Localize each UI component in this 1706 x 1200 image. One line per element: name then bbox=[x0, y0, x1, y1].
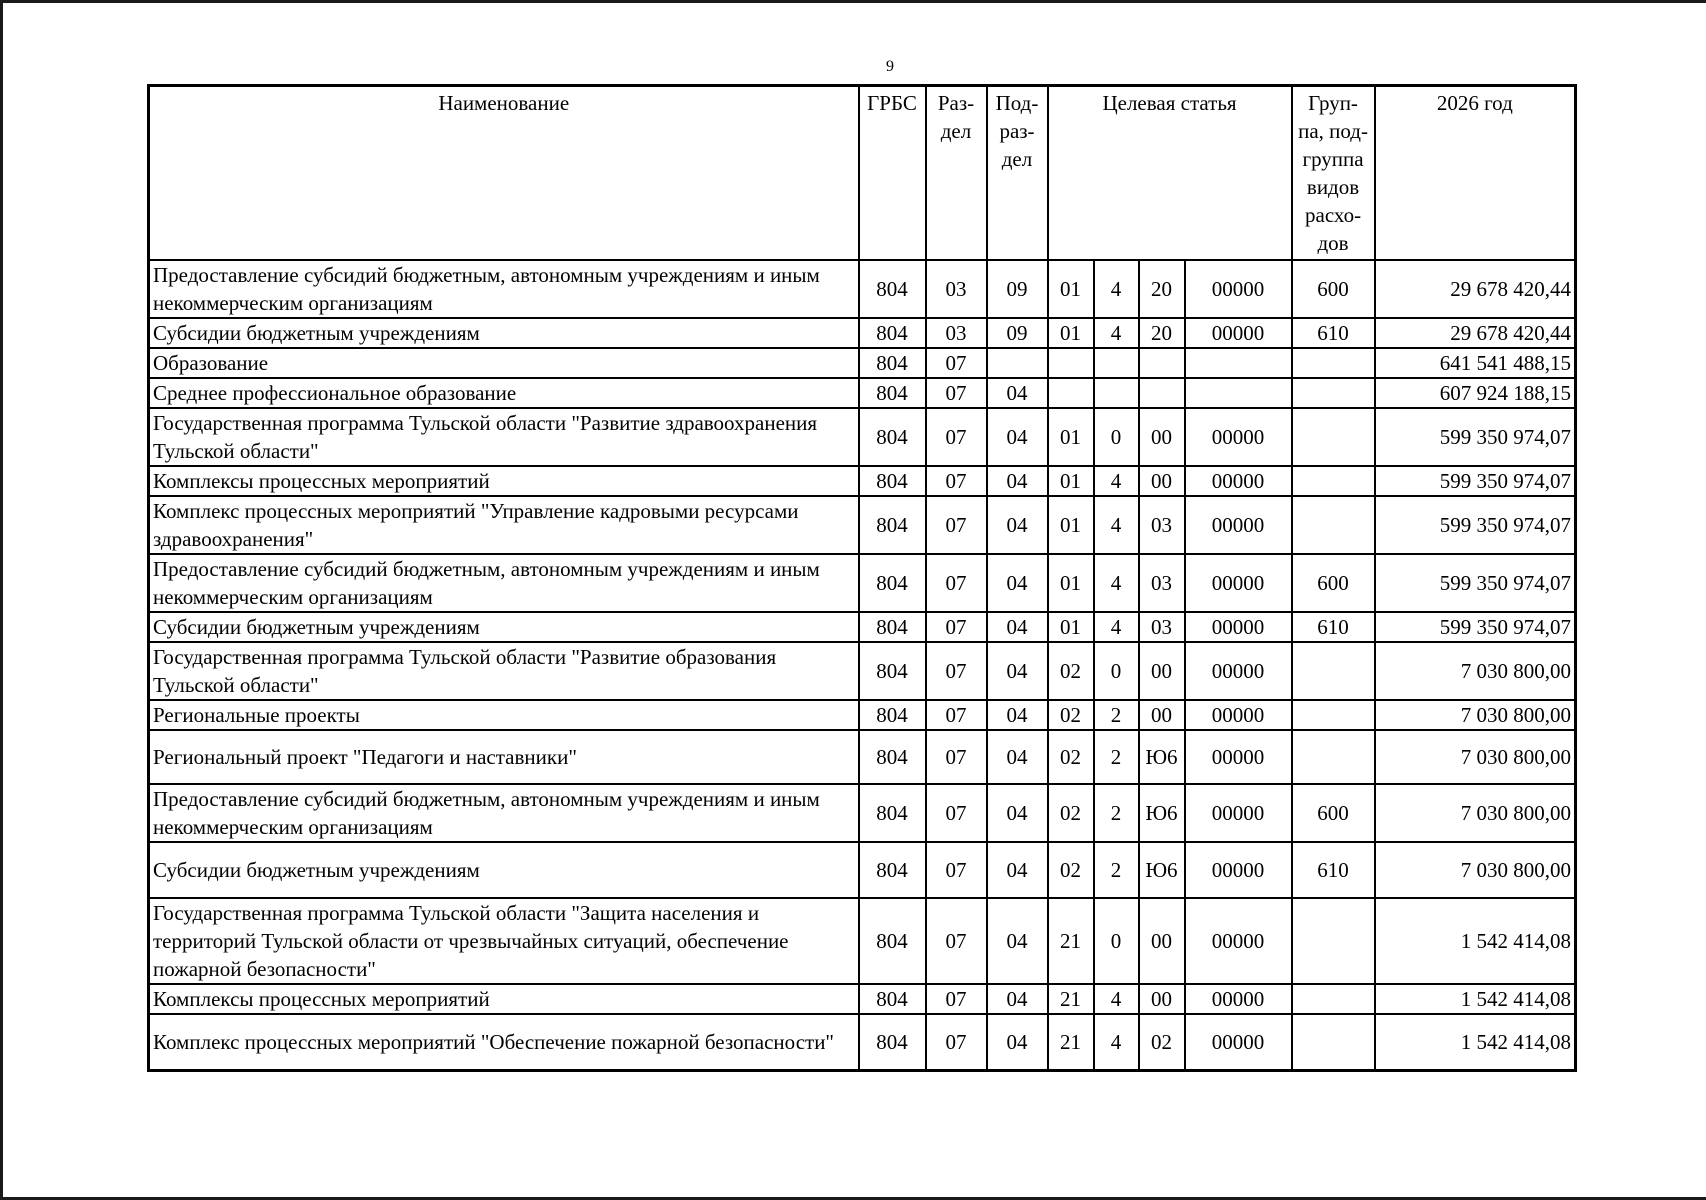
row-group bbox=[1292, 496, 1375, 554]
row-target-subtype: 02 bbox=[1139, 1014, 1185, 1070]
header-razdel-line: Раз- bbox=[937, 91, 975, 115]
row-target-type: 4 bbox=[1094, 260, 1139, 318]
row-target-direction: 00000 bbox=[1185, 408, 1292, 466]
row-target-program: 01 bbox=[1048, 318, 1094, 348]
row-amount: 7 030 800,00 bbox=[1375, 642, 1576, 700]
row-target-type: 4 bbox=[1094, 1014, 1139, 1070]
row-podrazdel: 04 bbox=[987, 730, 1048, 784]
row-grbs: 804 bbox=[859, 496, 926, 554]
row-target-subtype: 00 bbox=[1139, 466, 1185, 496]
row-amount: 641 541 488,15 bbox=[1375, 348, 1576, 378]
row-target-program: 21 bbox=[1048, 1014, 1094, 1070]
table-row bbox=[149, 642, 1576, 700]
row-target-subtype bbox=[1139, 348, 1185, 378]
row-podrazdel: 04 bbox=[987, 984, 1048, 1014]
header-group bbox=[1292, 86, 1375, 261]
table-row bbox=[149, 466, 1576, 496]
row-target-direction: 00000 bbox=[1185, 466, 1292, 496]
row-grbs: 804 bbox=[859, 348, 926, 378]
table-row bbox=[149, 842, 1576, 898]
row-target-type bbox=[1094, 378, 1139, 408]
row-target-program bbox=[1048, 348, 1094, 378]
row-target-program: 01 bbox=[1048, 408, 1094, 466]
row-target-type: 4 bbox=[1094, 496, 1139, 554]
row-grbs: 804 bbox=[859, 898, 926, 984]
row-group bbox=[1292, 730, 1375, 784]
row-target-subtype: Ю6 bbox=[1139, 784, 1185, 842]
row-group bbox=[1292, 642, 1375, 700]
row-name: Образование bbox=[149, 348, 859, 378]
row-name: Субсидии бюджетным учреждениям bbox=[149, 318, 859, 348]
row-razdel: 07 bbox=[926, 496, 987, 554]
row-group: 610 bbox=[1292, 612, 1375, 642]
row-amount: 7 030 800,00 bbox=[1375, 730, 1576, 784]
row-target-type: 4 bbox=[1094, 318, 1139, 348]
row-group: 600 bbox=[1292, 784, 1375, 842]
row-amount: 7 030 800,00 bbox=[1375, 700, 1576, 730]
row-target-subtype: 03 bbox=[1139, 612, 1185, 642]
row-target-direction: 00000 bbox=[1185, 842, 1292, 898]
row-target-direction: 00000 bbox=[1185, 554, 1292, 612]
row-group: 610 bbox=[1292, 842, 1375, 898]
row-amount: 7 030 800,00 bbox=[1375, 784, 1576, 842]
row-group: 600 bbox=[1292, 260, 1375, 318]
table-row bbox=[149, 496, 1576, 554]
row-amount: 599 350 974,07 bbox=[1375, 408, 1576, 466]
row-podrazdel: 04 bbox=[987, 612, 1048, 642]
row-target-direction bbox=[1185, 348, 1292, 378]
header-razdel bbox=[926, 86, 987, 261]
row-target-direction bbox=[1185, 378, 1292, 408]
row-target-subtype: 00 bbox=[1139, 408, 1185, 466]
row-name: Субсидии бюджетным учреждениям bbox=[149, 612, 859, 642]
header-podrazdel bbox=[987, 86, 1048, 261]
row-amount: 29 678 420,44 bbox=[1375, 318, 1576, 348]
row-target-subtype: 03 bbox=[1139, 496, 1185, 554]
row-amount: 1 542 414,08 bbox=[1375, 984, 1576, 1014]
row-grbs: 804 bbox=[859, 260, 926, 318]
row-podrazdel: 04 bbox=[987, 496, 1048, 554]
row-target-direction: 00000 bbox=[1185, 496, 1292, 554]
row-amount: 599 350 974,07 bbox=[1375, 496, 1576, 554]
table-row bbox=[149, 784, 1576, 842]
header-group-line: группа bbox=[1302, 147, 1364, 171]
row-podrazdel: 09 bbox=[987, 318, 1048, 348]
row-razdel: 07 bbox=[926, 612, 987, 642]
row-razdel: 07 bbox=[926, 842, 987, 898]
row-target-program: 21 bbox=[1048, 898, 1094, 984]
row-name: Комплекс процессных мероприятий "Обеспечение пожарной безопасности" bbox=[149, 1014, 859, 1070]
page-number: 9 bbox=[886, 58, 894, 75]
row-razdel: 07 bbox=[926, 784, 987, 842]
row-name: Предоставление субсидий бюджетным, автономным учреждениям и иным некоммерческим организациям bbox=[149, 784, 859, 842]
row-name: Региональные проекты bbox=[149, 700, 859, 730]
table-row bbox=[149, 898, 1576, 984]
header-name: Наименование bbox=[149, 86, 859, 261]
row-name: Региональный проект "Педагоги и наставники" bbox=[149, 730, 859, 784]
row-name: Комплексы процессных мероприятий bbox=[149, 466, 859, 496]
page-edge-top bbox=[0, 0, 1706, 3]
header-target: Целевая статья bbox=[1048, 86, 1292, 261]
row-amount: 7 030 800,00 bbox=[1375, 842, 1576, 898]
row-target-subtype: 20 bbox=[1139, 260, 1185, 318]
table-row bbox=[149, 700, 1576, 730]
row-razdel: 07 bbox=[926, 1014, 987, 1070]
row-amount: 599 350 974,07 bbox=[1375, 612, 1576, 642]
row-podrazdel: 04 bbox=[987, 642, 1048, 700]
row-grbs: 804 bbox=[859, 730, 926, 784]
row-target-type: 2 bbox=[1094, 842, 1139, 898]
budget-table bbox=[147, 84, 1577, 1072]
row-razdel: 03 bbox=[926, 318, 987, 348]
row-group bbox=[1292, 898, 1375, 984]
table-row bbox=[149, 1014, 1576, 1070]
row-grbs: 804 bbox=[859, 1014, 926, 1070]
row-target-subtype: Ю6 bbox=[1139, 730, 1185, 784]
row-podrazdel bbox=[987, 348, 1048, 378]
row-target-type: 0 bbox=[1094, 642, 1139, 700]
header-group-line: дов bbox=[1317, 231, 1349, 255]
row-target-subtype: 20 bbox=[1139, 318, 1185, 348]
header-grbs: ГРБС bbox=[859, 86, 926, 261]
row-amount: 29 678 420,44 bbox=[1375, 260, 1576, 318]
row-grbs: 804 bbox=[859, 642, 926, 700]
row-target-subtype: 00 bbox=[1139, 700, 1185, 730]
row-name: Предоставление субсидий бюджетным, автономным учреждениям и иным некоммерческим организациям bbox=[149, 554, 859, 612]
row-target-program: 21 bbox=[1048, 984, 1094, 1014]
row-target-subtype: Ю6 bbox=[1139, 842, 1185, 898]
row-target-program: 02 bbox=[1048, 842, 1094, 898]
header-group-line: расхо- bbox=[1305, 203, 1362, 227]
row-podrazdel: 04 bbox=[987, 408, 1048, 466]
row-target-type: 4 bbox=[1094, 554, 1139, 612]
row-razdel: 03 bbox=[926, 260, 987, 318]
row-name: Среднее профессиональное образование bbox=[149, 378, 859, 408]
row-grbs: 804 bbox=[859, 408, 926, 466]
row-grbs: 804 bbox=[859, 378, 926, 408]
header-razdel-line: дел bbox=[940, 119, 972, 143]
row-target-program: 01 bbox=[1048, 612, 1094, 642]
row-grbs: 804 bbox=[859, 784, 926, 842]
row-target-subtype: 00 bbox=[1139, 984, 1185, 1014]
row-razdel: 07 bbox=[926, 348, 987, 378]
row-podrazdel: 04 bbox=[987, 1014, 1048, 1070]
row-target-direction: 00000 bbox=[1185, 984, 1292, 1014]
row-group bbox=[1292, 408, 1375, 466]
row-target-subtype: 00 bbox=[1139, 898, 1185, 984]
table-row bbox=[149, 408, 1576, 466]
table-row bbox=[149, 260, 1576, 318]
row-razdel: 07 bbox=[926, 642, 987, 700]
row-target-program: 02 bbox=[1048, 642, 1094, 700]
row-amount: 1 542 414,08 bbox=[1375, 898, 1576, 984]
row-group bbox=[1292, 700, 1375, 730]
row-razdel: 07 bbox=[926, 378, 987, 408]
row-name: Государственная программа Тульской области "Защита населения и территорий Тульской области от чрезвычайных ситуаций, обеспечение пожарной безопасности" bbox=[149, 898, 859, 984]
row-target-program: 01 bbox=[1048, 496, 1094, 554]
row-group bbox=[1292, 378, 1375, 408]
row-razdel: 07 bbox=[926, 700, 987, 730]
row-target-subtype bbox=[1139, 378, 1185, 408]
row-target-type: 2 bbox=[1094, 784, 1139, 842]
row-name: Субсидии бюджетным учреждениям bbox=[149, 842, 859, 898]
row-grbs: 804 bbox=[859, 700, 926, 730]
row-group bbox=[1292, 348, 1375, 378]
row-target-program bbox=[1048, 378, 1094, 408]
row-name: Предоставление субсидий бюджетным, автономным учреждениям и иным некоммерческим организациям bbox=[149, 260, 859, 318]
row-target-direction: 00000 bbox=[1185, 784, 1292, 842]
row-target-type bbox=[1094, 348, 1139, 378]
row-target-type: 4 bbox=[1094, 612, 1139, 642]
row-target-program: 01 bbox=[1048, 260, 1094, 318]
header-podrazdel-line: дел bbox=[1001, 147, 1033, 171]
row-podrazdel: 04 bbox=[987, 466, 1048, 496]
row-target-direction: 00000 bbox=[1185, 730, 1292, 784]
row-amount: 599 350 974,07 bbox=[1375, 466, 1576, 496]
row-amount: 607 924 188,15 bbox=[1375, 378, 1576, 408]
row-razdel: 07 bbox=[926, 466, 987, 496]
row-grbs: 804 bbox=[859, 318, 926, 348]
header-group-line: па, под- bbox=[1298, 119, 1368, 143]
row-razdel: 07 bbox=[926, 730, 987, 784]
row-group bbox=[1292, 984, 1375, 1014]
header-group-line: видов bbox=[1306, 175, 1360, 199]
table-body bbox=[149, 260, 1576, 1070]
row-target-type: 2 bbox=[1094, 730, 1139, 784]
row-target-subtype: 03 bbox=[1139, 554, 1185, 612]
row-target-type: 2 bbox=[1094, 700, 1139, 730]
row-podrazdel: 04 bbox=[987, 898, 1048, 984]
row-amount: 1 542 414,08 bbox=[1375, 1014, 1576, 1070]
row-target-type: 4 bbox=[1094, 984, 1139, 1014]
row-target-type: 4 bbox=[1094, 466, 1139, 496]
row-grbs: 804 bbox=[859, 842, 926, 898]
row-target-direction: 00000 bbox=[1185, 260, 1292, 318]
table-header-row bbox=[149, 86, 1576, 261]
table-row bbox=[149, 554, 1576, 612]
table-row bbox=[149, 318, 1576, 348]
row-razdel: 07 bbox=[926, 898, 987, 984]
table-row bbox=[149, 378, 1576, 408]
row-podrazdel: 09 bbox=[987, 260, 1048, 318]
row-target-type: 0 bbox=[1094, 408, 1139, 466]
row-podrazdel: 04 bbox=[987, 554, 1048, 612]
row-razdel: 07 bbox=[926, 554, 987, 612]
row-name: Государственная программа Тульской области "Развитие здравоохранения Тульской области" bbox=[149, 408, 859, 466]
table-row bbox=[149, 730, 1576, 784]
row-razdel: 07 bbox=[926, 408, 987, 466]
row-podrazdel: 04 bbox=[987, 842, 1048, 898]
row-grbs: 804 bbox=[859, 466, 926, 496]
row-podrazdel: 04 bbox=[987, 784, 1048, 842]
table-row bbox=[149, 348, 1576, 378]
row-amount: 599 350 974,07 bbox=[1375, 554, 1576, 612]
row-target-direction: 00000 bbox=[1185, 898, 1292, 984]
row-target-direction: 00000 bbox=[1185, 1014, 1292, 1070]
table-row bbox=[149, 984, 1576, 1014]
row-target-program: 02 bbox=[1048, 784, 1094, 842]
row-grbs: 804 bbox=[859, 554, 926, 612]
row-target-type: 0 bbox=[1094, 898, 1139, 984]
page-edge-left bbox=[0, 0, 3, 1200]
row-grbs: 804 bbox=[859, 984, 926, 1014]
table-row bbox=[149, 612, 1576, 642]
row-target-direction: 00000 bbox=[1185, 318, 1292, 348]
row-group bbox=[1292, 466, 1375, 496]
row-target-program: 01 bbox=[1048, 554, 1094, 612]
row-group: 600 bbox=[1292, 554, 1375, 612]
header-year: 2026 год bbox=[1375, 86, 1576, 261]
row-target-direction: 00000 bbox=[1185, 700, 1292, 730]
row-target-direction: 00000 bbox=[1185, 612, 1292, 642]
row-group bbox=[1292, 1014, 1375, 1070]
row-name: Комплексы процессных мероприятий bbox=[149, 984, 859, 1014]
row-grbs: 804 bbox=[859, 612, 926, 642]
header-podrazdel-line: Под- bbox=[995, 91, 1039, 115]
row-target-program: 01 bbox=[1048, 466, 1094, 496]
row-razdel: 07 bbox=[926, 984, 987, 1014]
row-target-subtype: 00 bbox=[1139, 642, 1185, 700]
row-name: Государственная программа Тульской области "Развитие образования Тульской области" bbox=[149, 642, 859, 700]
row-target-program: 02 bbox=[1048, 700, 1094, 730]
row-name: Комплекс процессных мероприятий "Управление кадровыми ресурсами здравоохранения" bbox=[149, 496, 859, 554]
row-podrazdel: 04 bbox=[987, 378, 1048, 408]
row-target-program: 02 bbox=[1048, 730, 1094, 784]
header-podrazdel-line: раз- bbox=[999, 119, 1035, 143]
row-group: 610 bbox=[1292, 318, 1375, 348]
row-target-direction: 00000 bbox=[1185, 642, 1292, 700]
row-podrazdel: 04 bbox=[987, 700, 1048, 730]
header-group-line: Груп- bbox=[1308, 91, 1358, 115]
